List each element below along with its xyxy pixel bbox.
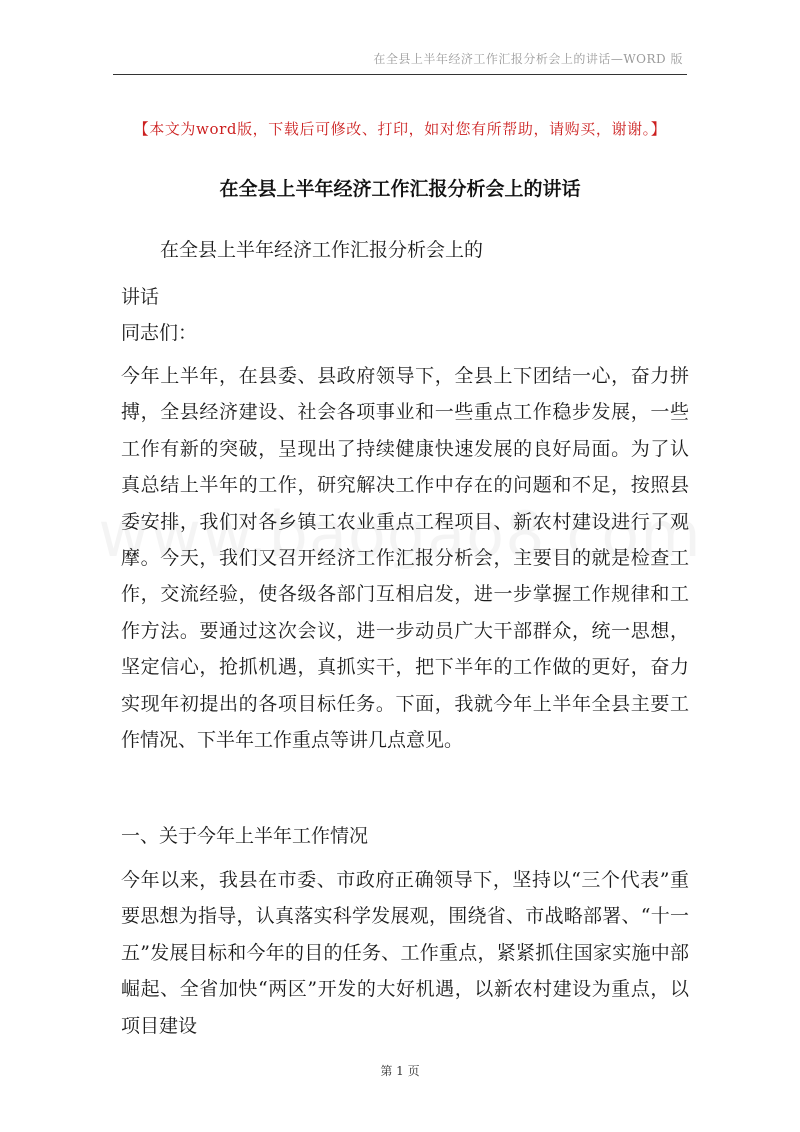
subtitle-line-2: 讲话 — [121, 286, 160, 308]
body-paragraph-1: 今年上半年，在县委、县政府领导下，全县上下团结一心，奋力拼搏，全县经济建设、社会各项事业和一些重点工作稳步发展，一些工作有新的突破，呈现出了持续健康快速发展的良好局面。为了认真总结上半年的工作，研究解决工作中存在的问题和不足，按照县委安排，我们对各乡镇工农业重点工程项目、新农村建设进行了观摩。今天，我们又召开经济工作汇报分析会，主要目的就是检查工作，交流经验，使各级各部门互相启发，进一步掌握工作规律和工作方法。要通过这次会议，进一步动员广大干部群众，统一思想，坚定信心，抢抓机遇，真抓实干，把下半年的工作做的更好，奋力实现年初提出的各项目标任务。下面，我就今年上半年全县主要工作情况、下半年工作重点等讲几点意见。 — [121, 365, 689, 752]
section-heading: 一、关于今年上半年工作情况 — [121, 825, 369, 847]
subtitle-line-1: 在全县上半年经济工作汇报分析会上的 — [160, 239, 484, 261]
download-notice: 【本文为word版，下载后可修改、打印，如对您有所帮助，请购买，谢谢。】 — [133, 120, 667, 138]
document-title: 在全县上半年经济工作汇报分析会上的讲话 — [219, 178, 581, 200]
page-number: 第 1 页 — [380, 1064, 420, 1078]
running-header: 在全县上半年经济工作汇报分析会上的讲话—WORD 版 — [373, 52, 683, 66]
salutation: 同志们： — [121, 322, 198, 344]
body-paragraph-2: 今年以来，我县在市委、市政府正确领导下，坚持以“三个代表”重要思想为指导，认真落实科学发展观，围绕省、市战略部署、“十一五”发展目标和今年的目的任务、工作重点，紧紧抓住国家实施中部崛起、全省加快“两区”开发的大好机遇，以新农村建设为重点，以项目建设 — [121, 869, 689, 1037]
watermark — [0, 498, 800, 571]
header-divider — [113, 74, 687, 75]
